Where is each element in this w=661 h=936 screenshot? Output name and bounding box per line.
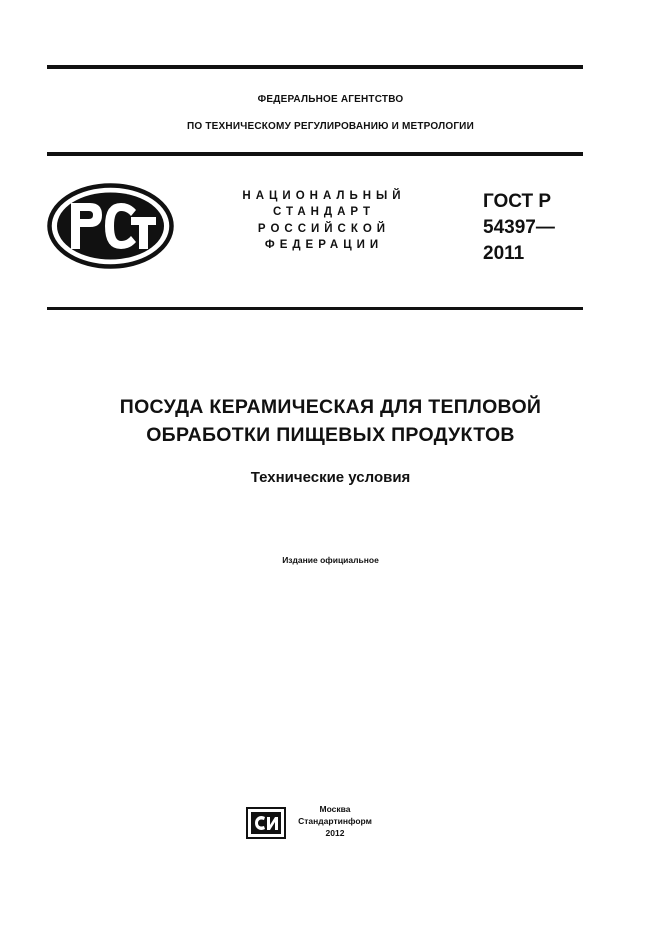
agency-line-1: ФЕДЕРАЛЬНОЕ АГЕНТСТВО [257,94,404,105]
national-line-1: НАЦИОНАЛЬНЫЙ [242,190,406,202]
gost-line-1: ГОСТ Р [483,191,552,212]
edition-label: Издание официальное [282,555,379,565]
publisher-city: Москва [319,804,351,814]
publisher-name: Стандартинформ [298,816,372,826]
gost-line-2: 54397— [483,217,555,238]
gost-number [483,189,555,267]
title-line-2: ОБРАБОТКИ ПИЩЕВЫХ ПРОДУКТОВ [146,424,515,446]
gost-line-3: 2011 [483,243,525,264]
agency-line-2: ПО ТЕХНИЧЕСКОМУ РЕГУЛИРОВАНИЮ И МЕТРОЛОГИИ [187,121,474,132]
national-standard-label [226,188,422,253]
national-line-3: РОССИЙСКОЙ [257,222,391,235]
national-line-2: СТАНДАРТ [273,206,375,219]
middle-rule [47,307,583,310]
publisher-info [290,803,380,839]
document-subtitle: Технические условия [250,469,411,486]
document-title [0,393,661,449]
standartinform-logo-icon [246,807,286,839]
national-line-4: ФЕДЕРАЦИИ [264,238,384,251]
rst-mark-icon [47,183,174,269]
header-rule [47,152,583,156]
title-line-1: ПОСУДА КЕРАМИЧЕСКАЯ ДЛЯ ТЕПЛОВОЙ [119,396,542,418]
publisher-year: 2012 [325,828,345,838]
top-rule [47,65,583,69]
